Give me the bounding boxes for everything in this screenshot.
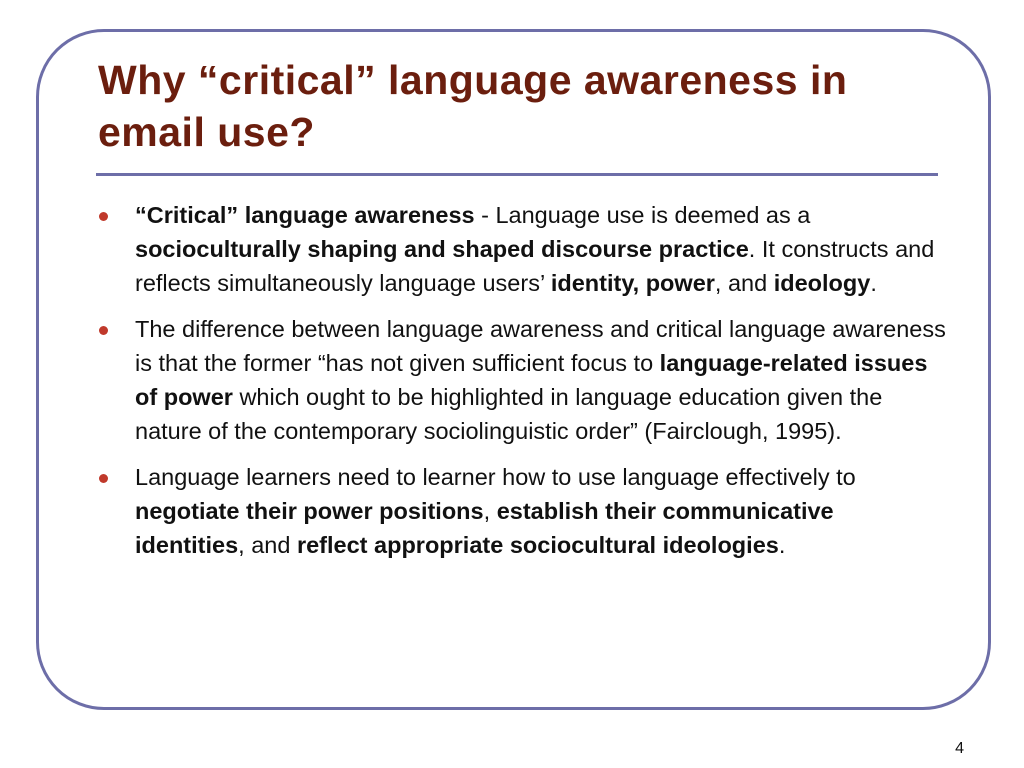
bullet-segment: establish their communicative identities [135,498,834,558]
slide-title: Why “critical” language awareness in email use? [98,57,848,155]
bullet-segment: “Critical” language awareness [135,202,475,228]
bullet-segment: identity, power [550,270,715,296]
bullet-segment: . [778,532,786,558]
page-number: 4 [955,740,964,757]
bullet-item [98,198,948,300]
bullet-segment: Language learners need to learner how to use language effectively to [135,464,856,490]
bullet-segment: , and [238,532,297,558]
bullet-item [98,312,948,448]
bullet-text [135,464,856,558]
bullet-list [98,198,948,574]
bullet-dot-icon [99,212,108,221]
bullet-segment: , and [714,270,774,296]
bullet-segment: - Language use is deemed as a [474,202,811,228]
bullet-item [98,460,948,562]
bullet-text [135,202,934,296]
bullet-text [135,316,946,444]
bullet-segment: socioculturally shaping and shaped discourse practice [135,236,749,262]
bullet-segment: which ought to be highlighted in language education given the nature of the contemporary sociolinguistic order” (Fairclough, 1995). [135,384,883,444]
bullet-segment: language-related issues of power [135,350,928,410]
bullet-segment: . It constructs and reflects simultaneously language users’ [135,236,935,296]
bullet-dot-icon [99,474,108,483]
bullet-segment: , [483,498,497,524]
title-divider [96,173,938,176]
bullet-dot-icon [99,326,108,335]
bullet-segment: reflect appropriate sociocultural ideologies [296,532,779,558]
bullet-segment: ideology [773,270,871,296]
bullet-segment: negotiate their power positions [135,498,484,524]
bullet-segment: . [870,270,877,296]
bullet-segment: The difference between language awareness and critical language awareness is that the former “has not given sufficient focus to [135,316,946,376]
